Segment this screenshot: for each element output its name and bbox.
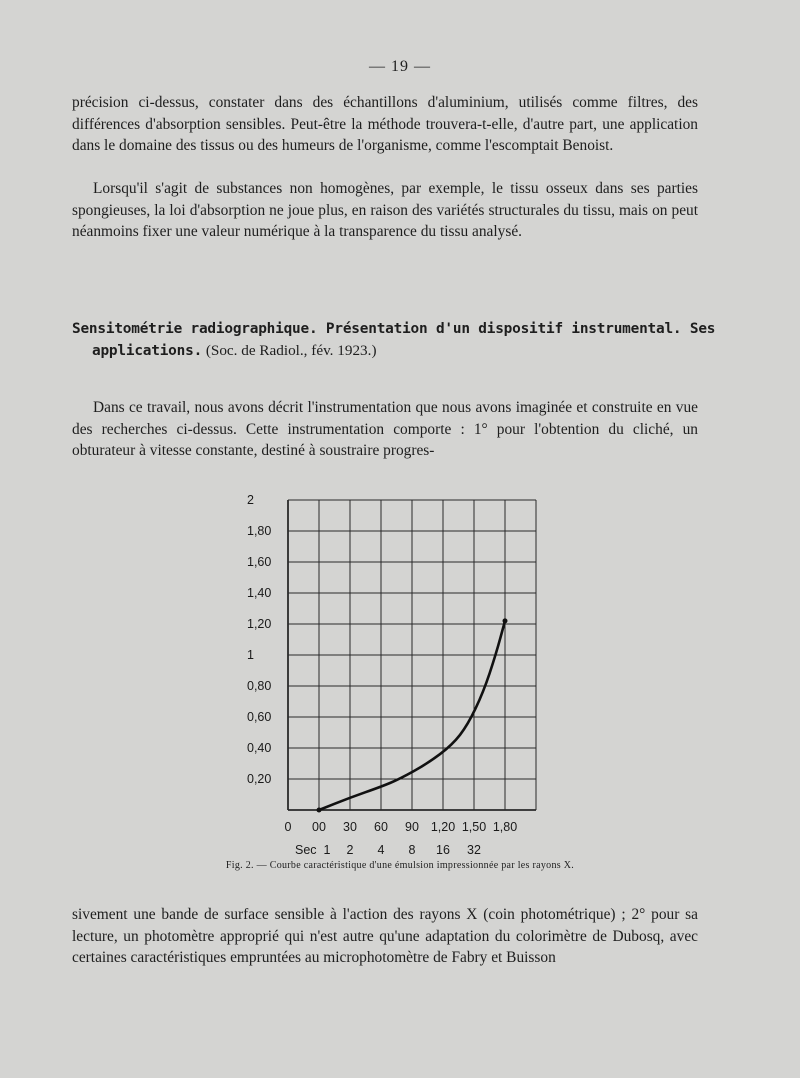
y-tick-label: 0,60	[247, 710, 272, 724]
paragraph-reading: sivement une bande de surface sensible à l'action des rayons X (coin photométrique) ; 2° pour sa lecture, un photomètre approprié qui n'est autre qu'une adaptation du colorimètre de Dubosq, avec certaines caractéristiques empruntées au microphotomètre de Fabry et Buisson	[72, 906, 698, 967]
x-tick-label: 90	[405, 820, 419, 834]
x-tick-label: 0	[284, 820, 292, 834]
characteristic-curve-chart	[0, 470, 800, 870]
x-tick-label: 1,20	[430, 820, 456, 834]
x-secondary-tick-label: 8	[408, 843, 416, 857]
y-tick-label: 0,40	[247, 741, 272, 755]
section-title: Sensitométrie radiographique. Présentation d'un dispositif instrumental. Ses applications.	[72, 321, 716, 359]
y-tick-label: 1,80	[247, 524, 272, 538]
x-secondary-tick-label: 16	[436, 843, 450, 857]
x-tick-label: 00	[312, 820, 326, 834]
curve-start-point	[317, 808, 322, 813]
y-tick-label: 1,60	[247, 555, 272, 569]
section-heading	[72, 318, 718, 362]
x-tick-label: 30	[343, 820, 357, 834]
curve-end-point	[503, 618, 508, 623]
x-secondary-tick-label: 32	[467, 843, 481, 857]
x-secondary-tick-label: 2	[346, 843, 354, 857]
x-tick-label: 1,50	[461, 820, 487, 834]
y-tick-label: 1,40	[247, 586, 272, 600]
x-tick-label: 60	[374, 820, 388, 834]
x-tick-label: 1,80	[492, 820, 518, 834]
y-tick-label: 0,20	[247, 772, 272, 786]
figure-caption: Fig. 2. — Courbe caractéristique d'une émulsion impressionnée par les rayons X.	[225, 860, 575, 871]
y-tick-label: 2	[247, 493, 254, 507]
section-reference: (Soc. de Radiol., fév. 1923.)	[205, 342, 377, 359]
y-tick-label: 1	[247, 648, 254, 662]
figure	[0, 470, 800, 870]
page-number: — 19 —	[369, 58, 431, 75]
paragraph-continuation: précision ci-dessus, constater dans des échantillons d'aluminium, utilisés comme filtres, des différences d'absorption sensibles. Peut-être la méthode trouvera-t-elle, d'autre part, une application dans le domaine des tissus ou des humeurs de l'organisme, comme l'escomptait Benoist.	[72, 94, 698, 155]
paragraph-nonhomogeneous: Lorsqu'il s'agit de substances non homogènes, par exemple, le tissu osseux dans ses parties spongieuses, la loi d'absorption ne joue plus, en raison des variétés structurales du tissu, mais on peut néanmoins fixer une valeur numérique à la transparence du tissu analysé.	[72, 180, 698, 241]
x-secondary-tick-label: 1	[323, 843, 331, 857]
x-secondary-tick-label: 4	[377, 843, 385, 857]
y-tick-label: 1,20	[247, 617, 272, 631]
paragraph-instrumentation: Dans ce travail, nous avons décrit l'instrumentation que nous avons imaginée et construite en vue des recherches ci-dessus. Cette instrumentation comporte : 1° pour l'obtention du cliché, un obturateur à vitesse constante, destiné à soustraire progres-	[72, 399, 698, 460]
y-tick-label: 0,80	[247, 679, 272, 693]
x-secondary-axis-label: Sec	[295, 843, 317, 857]
